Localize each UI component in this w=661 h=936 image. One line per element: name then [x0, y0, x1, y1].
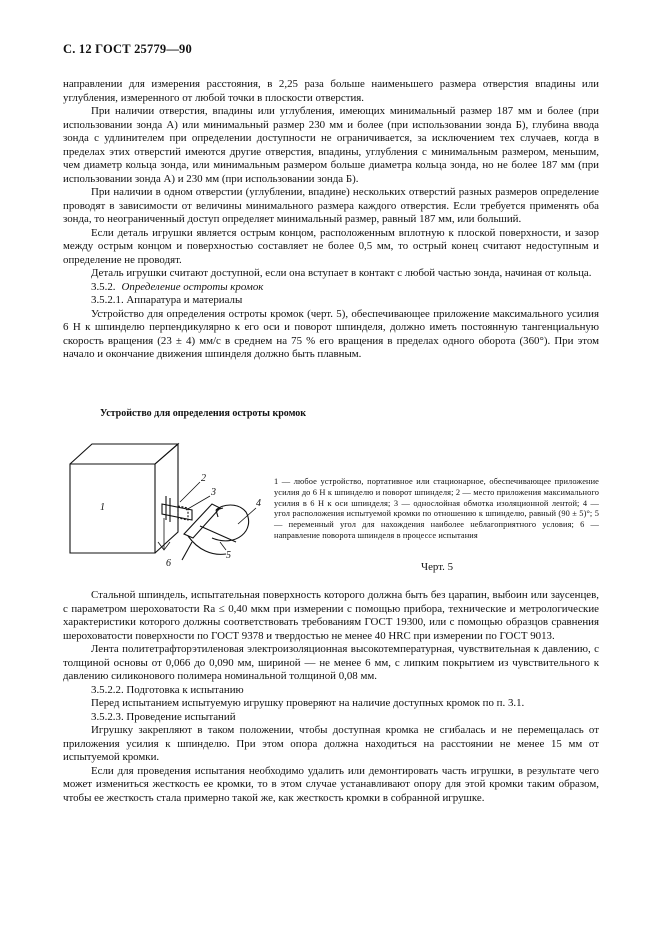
paragraph: При наличии в одном отверстии (углублении, впадине) нескольких отверстий разных размеров определение проводят в зависимости от величины минимального размера каждого отверстия. Если требуется применять оба зонда, то неограниченный доступ определяет минимальный размер, равный 187 мм, или больший.: [63, 186, 599, 225]
paragraph: направлении для измерения расстояния, в 2,25 раза больше наименьшего размера отверстия впадины или углубления, измеренного от любой точки в плоскости отверстия.: [63, 78, 599, 104]
figure-label-3: 3: [211, 487, 216, 498]
paragraph: 3.5.2.1. Аппаратура и материалы: [91, 294, 243, 306]
figure-label-5: 5: [226, 550, 231, 561]
paragraph: Игрушку закрепляют в таком положении, чтобы доступная кромка не сгибалась и не перемещалась от приложения усилия к шпинделю. При этом опора должна находиться на расстоянии не менее 15 мм от испытуемой кромки.: [63, 724, 599, 763]
body-text-bottom: [63, 589, 599, 805]
paragraph: Лента политетрафторэтиленовая электроизоляционная высокотемпературная, чувствительная к давлению, с толщиной основы от 0,066 до 0,090 мм, шириной — не менее 6 мм, с липким покрытием из чувствительного к давлению силиконового полимера номинальной толщиной 0,08 мм.: [63, 643, 599, 682]
paragraph: Если для проведения испытания необходимо удалить или демонтировать часть игрушки, в результате чего может измениться жесткость ее кромки, то в этом случае устанавливают опору для этой кромки таким образом, чтобы ее жесткость стала примерно такой же, как жесткость кромки в собранной игрушке.: [63, 764, 599, 804]
paragraph: Если деталь игрушки является острым концом, расположенным вплотную к плоской поверхности, и зазор между острым концом и поверхностью составляет не более 0,5 мм, то острый конец считают недоступным и определение не проводят.: [63, 226, 599, 266]
figure-label-2: 2: [201, 473, 206, 484]
paragraph: Устройство для определения остроты кромок (черт. 5), обеспечивающее приложение максимального усилия 6 Н к шпинделю перпендикулярно к его оси и поворот шпинделя, должно иметь постоянную тангенциальную скорость вращения (23 ± 4) мм/с в среднем на 75 % его вращения в пределах одного оборота (360°). При этом начало и окончание движения шпинделя должно быть плавным.: [63, 307, 599, 360]
figure-caption: Черт. 5: [421, 561, 454, 573]
figure-title: Устройство для определения остроты кромок: [99, 408, 307, 419]
section-title: Определение остроты кромок: [121, 280, 264, 293]
paragraph: При наличии отверстия, впадины или углубления, имеющих минимальный размер 187 мм и более (при использовании зонда А) или минимальный размер 230 мм и более (при использовании зонда Б), глубина ввода зонда с удлинителем при определении доступности не ограничивается, за исключением тех случаев, когда в пределах этих отверстий имеются другие отверстия, впадины, углубления с минимальным размером, меньшим, чем диаметр кольца зонда, или минимальным размером больше диаметра кольца зонда, но не более 187 мм (при использовании зонда А) и 230 мм (при использовании зонда Б).: [63, 105, 599, 185]
device-box-front: [70, 464, 155, 553]
paragraph: 3.5.2.2. Подготовка к испытанию: [91, 683, 244, 696]
section-heading: [63, 281, 599, 295]
figure-label-1: 1: [100, 502, 105, 513]
paragraph: Стальной шпиндель, испытательная поверхность которого должна быть без царапин, выбоин или заусенцев, с параметром шероховатости Ra ≤ 0,40 мкм при измерении с помощью прибора, технические и метрологические характеристики которого должны соответствовать требованиям ГОСТ 19300, или с помощью образцов сравнения шероховатости поверхности по ГОСТ 9378 и твердостью не менее 40 HRC при измерении по ГОСТ 9013.: [63, 589, 599, 642]
angle-arc: [188, 536, 226, 554]
figure-drawing: [60, 438, 275, 570]
paragraph: Перед испытанием испытуемую игрушку проверяют на наличие доступных кромок по п. 3.1.: [91, 697, 525, 709]
figure-label-4: 4: [256, 498, 261, 509]
figure-legend: 1 — любое устройство, портативное или стационарное, обеспечивающее приложение усилия до 6 Н к шпинделю и поворот шпинделя; 2 — место приложения максимального усилия в 6 Н к оси шпинделя; 3 — однослойная обмотка изоляционной лентой; 4 — угол расположения испытуемой кромки по отношению к шпинделю, равный (90 ± 5)°; 5 — переменный угол для нахождения наиболее неблагоприятного условия; 6 — направление поворота шпинделя в процессе испытания: [274, 477, 599, 540]
body-text-top: [63, 78, 599, 362]
device-box-top: [70, 444, 178, 464]
figure-label-6: 6: [166, 558, 171, 569]
page-header: С. 12 ГОСТ 25779—90: [63, 42, 192, 56]
paragraph: 3.5.2.3. Проведение испытаний: [91, 710, 236, 723]
section-number: 3.5.2.: [91, 280, 116, 293]
paragraph: Деталь игрушки считают доступной, если она вступает в контакт с любой частью зонда, начиная от кольца.: [91, 267, 592, 279]
